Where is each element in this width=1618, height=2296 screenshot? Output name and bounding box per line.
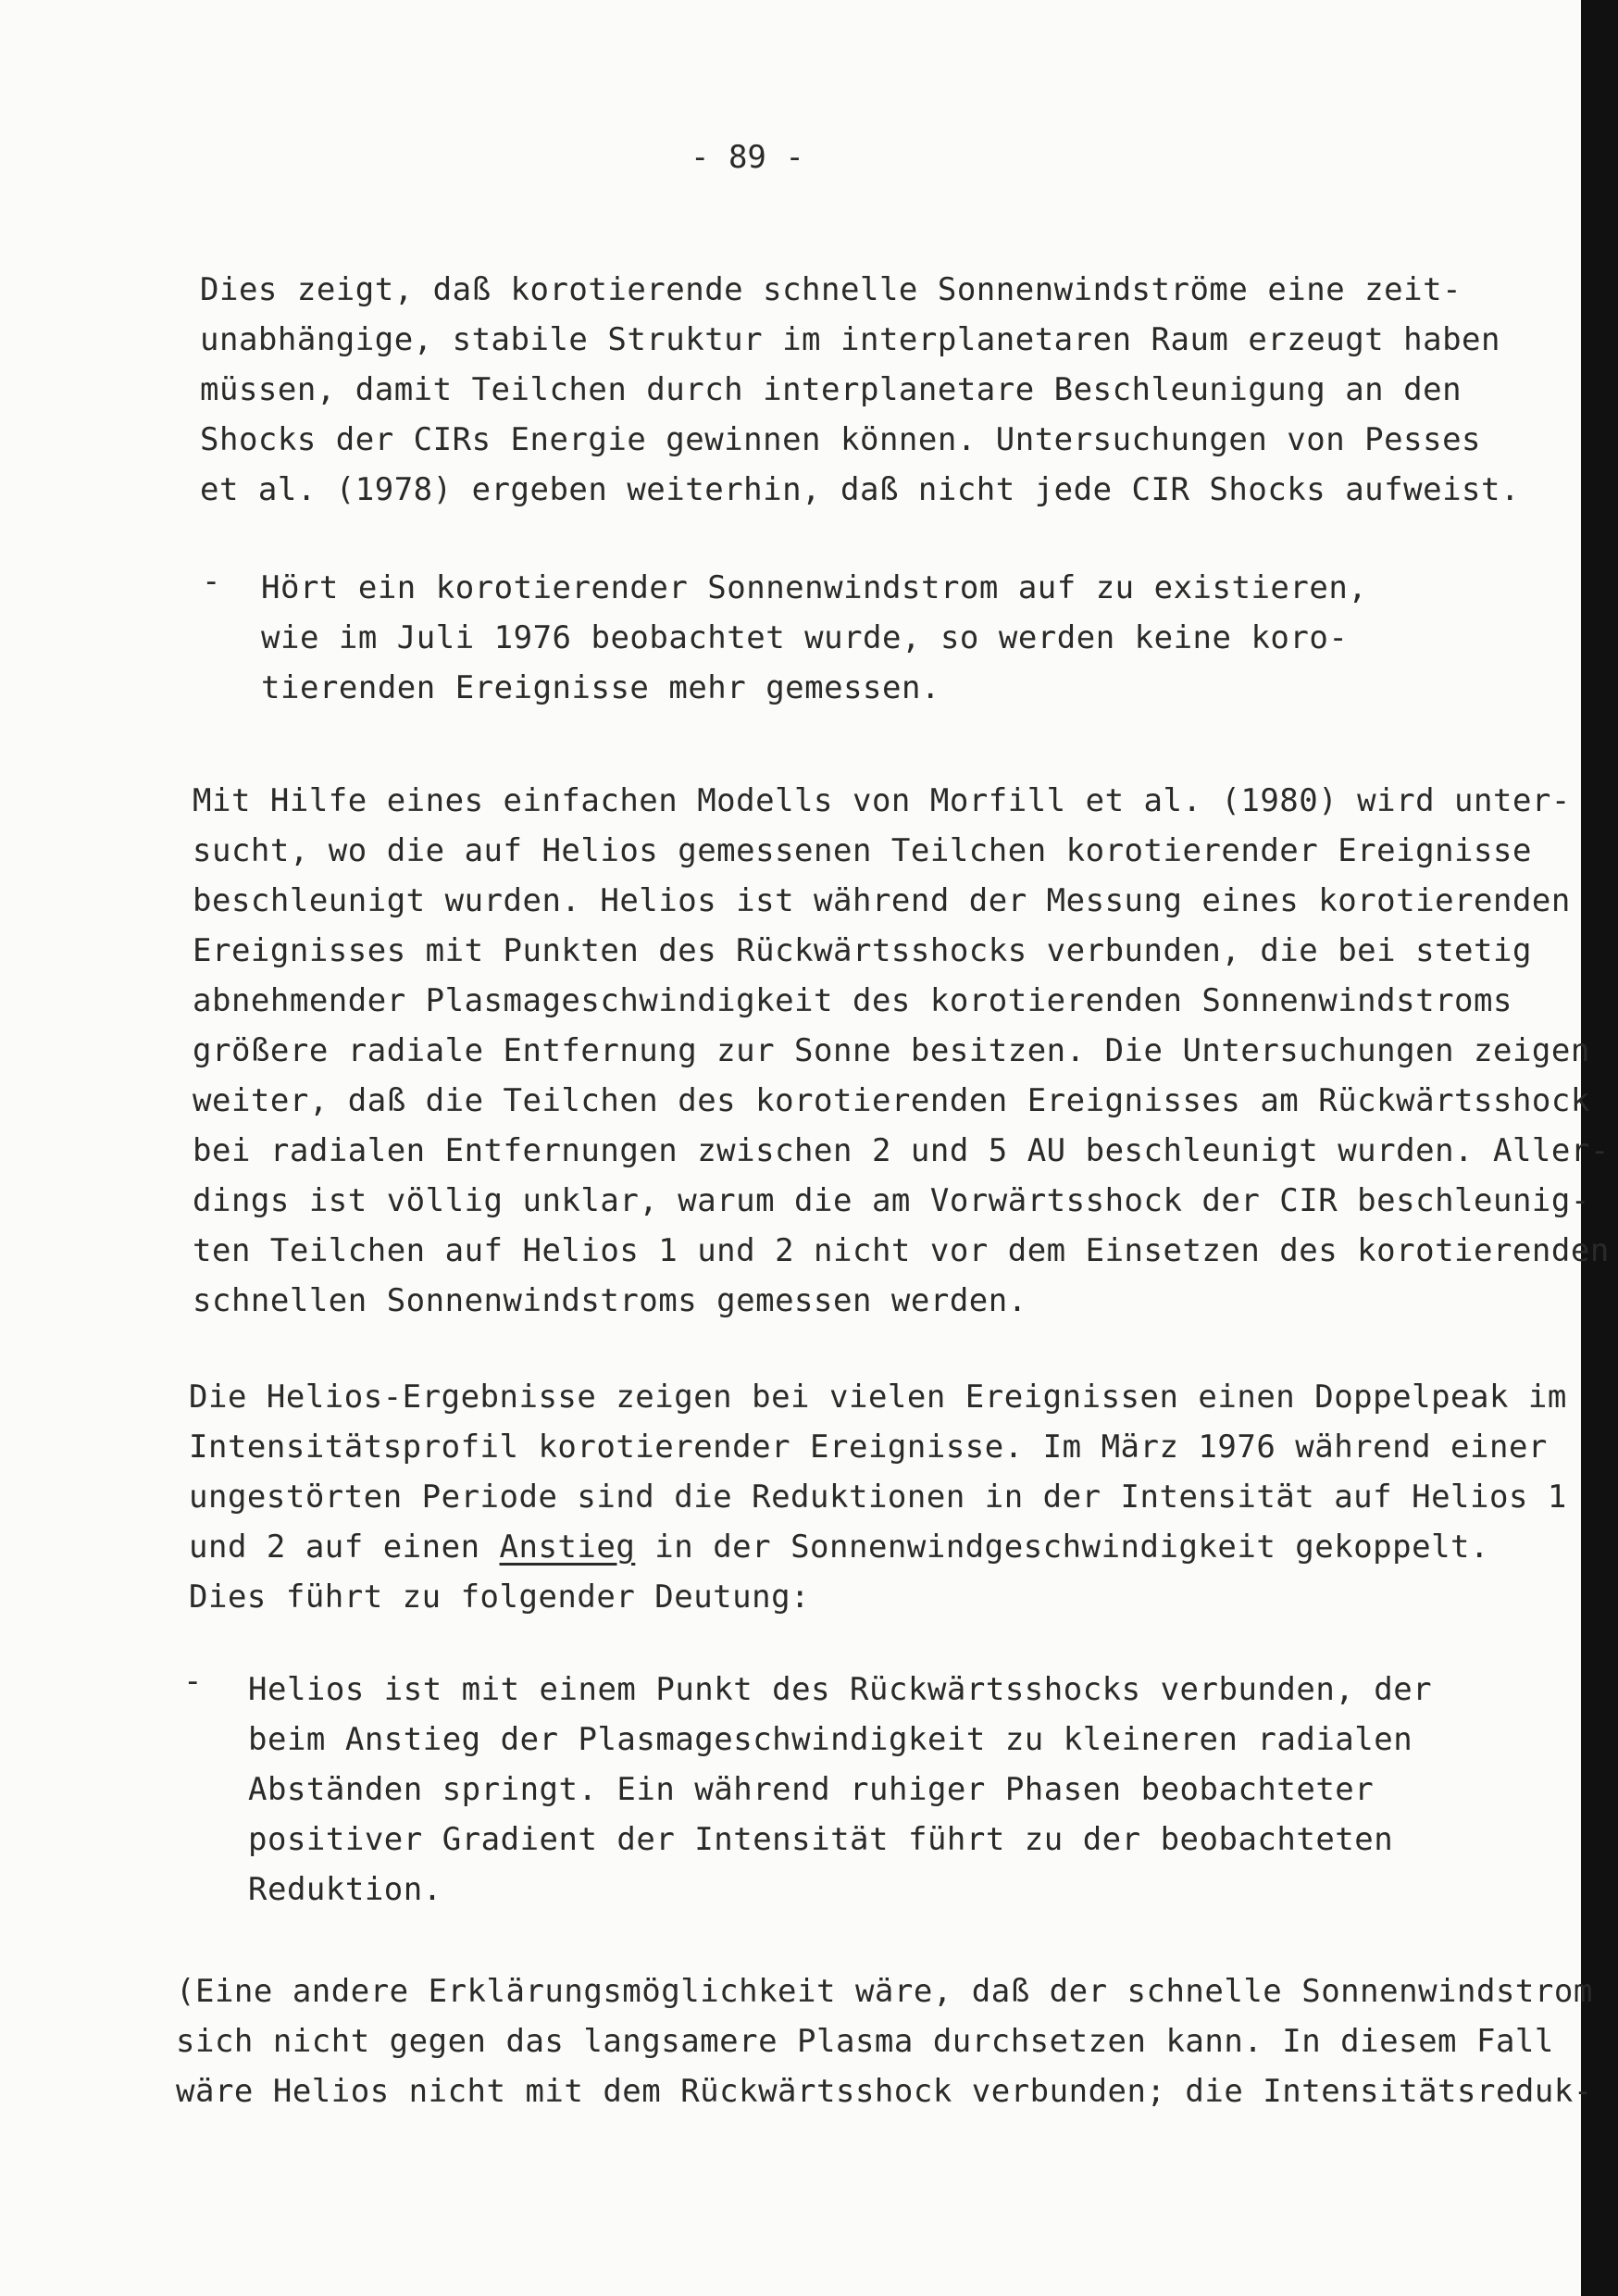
text-line: sich nicht gegen das langsamere Plasma durchsetzen kann. In diesem Fall [176, 2023, 1554, 2060]
text-line: sucht, wo die auf Helios gemessenen Teilchen korotierender Ereignisse [193, 832, 1532, 869]
text-line: beim Anstieg der Plasmageschwindigkeit zu kleineren radialen [248, 1721, 1413, 1758]
text-line: Mit Hilfe eines einfachen Modells von Morfill et al. (1980) wird unter- [193, 782, 1571, 819]
text-line: Abständen springt. Ein während ruhiger Phasen beobachteter [248, 1771, 1375, 1808]
bullet-dash: - [183, 1663, 203, 1700]
text-line: et al. (1978) ergeben weiterhin, daß nicht jede CIR Shocks aufweist. [200, 471, 1520, 508]
text-line: müssen, damit Teilchen durch interplanetare Beschleunigung an den [200, 371, 1462, 408]
text-line: (Eine andere Erklärungsmöglichkeit wäre, daß der schnelle Sonnenwindstrom [176, 1973, 1593, 2010]
text-line: Intensitätsprofil korotierender Ereignisse. Im März 1976 während einer [189, 1429, 1548, 1466]
text-line: schnellen Sonnenwindstroms gemessen werden. [193, 1282, 1027, 1319]
text-span: in der Sonnenwindgeschwindigkeit gekoppelt. [635, 1529, 1489, 1566]
text-line: dings ist völlig unklar, warum die am Vorwärtsshock der CIR beschleunig- [193, 1182, 1590, 1219]
text-line: ten Teilchen auf Helios 1 und 2 nicht vor dem Einsetzen des korotierenden [193, 1232, 1610, 1269]
text-line: tierenden Ereignisse mehr gemessen. [261, 669, 940, 706]
text-line: wie im Juli 1976 beobachtet wurde, so werden keine koro- [261, 619, 1349, 656]
text-line: Dies führt zu folgender Deutung: [189, 1578, 811, 1616]
text-line: ungestörten Periode sind die Reduktionen in der Intensität auf Helios 1 [189, 1479, 1567, 1516]
text-line: wäre Helios nicht mit dem Rückwärtsshock verbunden; die Intensitätsreduk- [176, 2073, 1593, 2110]
text-line: Hört ein korotierender Sonnenwindstrom auf zu existieren, [261, 569, 1368, 606]
text-line: unabhängige, stabile Struktur im interplanetaren Raum erzeugt haben [200, 321, 1500, 358]
page-number: - 89 - [691, 139, 804, 176]
text-line: Reduktion. [248, 1871, 442, 1908]
text-line: größere radiale Entfernung zur Sonne besitzen. Die Untersuchungen zeigen [193, 1032, 1590, 1069]
bullet-dash: - [202, 563, 221, 600]
text-line: Shocks der CIRs Energie gewinnen können. Untersuchungen von Pesses [200, 421, 1482, 458]
text-span: und 2 auf einen [189, 1529, 500, 1566]
text-line: Die Helios-Ergebnisse zeigen bei vielen Ereignissen einen Doppelpeak im [189, 1379, 1567, 1416]
text-line: Dies zeigt, daß korotierende schnelle Sonnenwindströme eine zeit- [200, 271, 1462, 308]
text-line: Helios ist mit einem Punkt des Rückwärtsshocks verbunden, der [248, 1671, 1433, 1708]
text-line: weiter, daß die Teilchen des korotierenden Ereignisses am Rückwärtsshock [193, 1082, 1590, 1119]
text-line: bei radialen Entfernungen zwischen 2 und 5 AU beschleunigt wurden. Aller- [193, 1132, 1610, 1169]
text-line: abnehmender Plasmageschwindigkeit des korotierenden Sonnenwindstroms [193, 982, 1512, 1019]
underlined-word: Anstieg [499, 1529, 636, 1566]
text-line: Ereignisses mit Punkten des Rückwärtsshocks verbunden, die bei stetig [193, 932, 1532, 969]
text-line: positiver Gradient der Intensität führt zu der beobachteten [248, 1821, 1394, 1858]
text-line: beschleunigt wurden. Helios ist während der Messung eines korotierenden [193, 882, 1571, 919]
text-line [189, 1529, 1489, 1566]
